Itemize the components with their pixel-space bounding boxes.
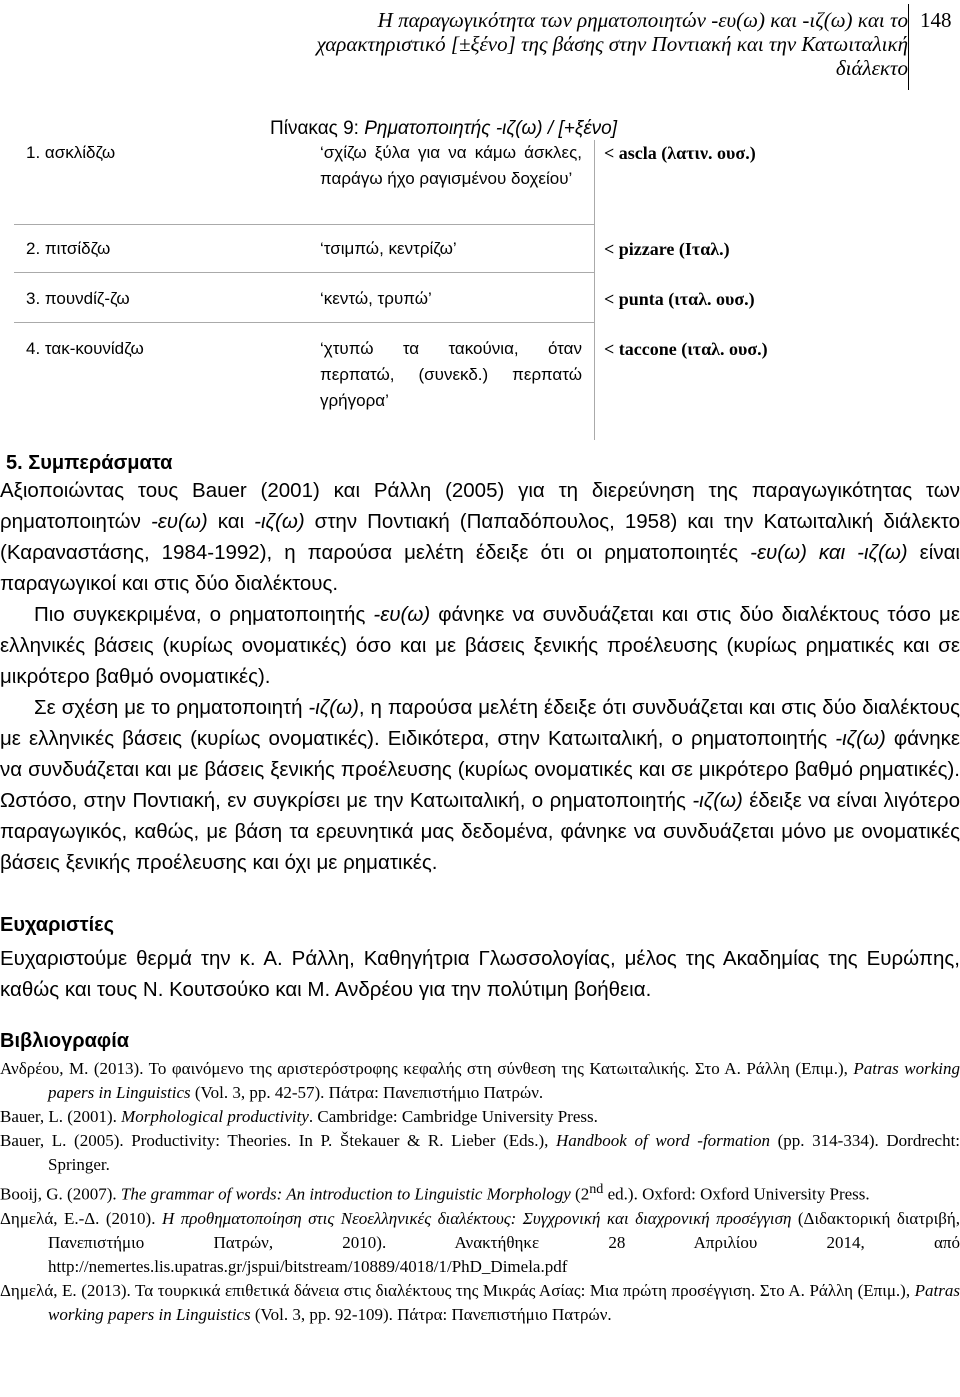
table-divider (14, 272, 594, 273)
bibliography-section (0, 1030, 960, 1327)
gloss-cell: ‘κεντώ, τρυπώ’ (320, 289, 432, 308)
reference-item: Bauer, L. (2001). Morphological productivity. Cambridge: Cambridge University Press. (0, 1107, 598, 1126)
reference-item: Δημελά, Ε. (2013). Τα τουρκικά επιθετικά δάνεια στις διαλέκτους της Μικράς Ασίας: Μια πρώτη προσέγγιση. Στο Α. Ράλλη (Επιμ.), Patras working papers in Linguistics (Vol. 3, pp. 92-109). Πάτρα: Πανεπιστήμιο Πατρών. (0, 1280, 960, 1324)
section-heading: 5. Συμπεράσματα (6, 452, 173, 474)
thanks-section (0, 914, 960, 1005)
paragraph: Πιο συγκεκριμένα, ο ρηματοποιητής -ευ(ω) φάνηκε να συνδυάζεται και στις δύο διαλέκτους τόσο με ελληνικές βάσεις (κυρίως ονοματικές) όσο και με βάσεις ξενικής προέλευσης (κυρίως ρηματικές και σε μικρότερο βαθμό ονοματικές). (0, 603, 960, 688)
table-divider (14, 224, 594, 225)
verb-cell: 3. πουνdίζ-ζω (26, 289, 130, 308)
verb-cell: 1. ασκλίδζω (26, 143, 116, 162)
page-number: 148 (920, 8, 952, 32)
paragraph: Αξιοποιώντας τους Bauer (2001) και Ράλλη (2005) για τη διερεύνηση της παραγωγικότητας των ρηματοποιητών -ευ(ω) και -ιζ(ω) στην Ποντιακή (Παπαδόπουλος, 1958) και την Κατωιταλική διάλεκτο (Καραναστάσης, 1984-1992), η παρούσα μελέτη έδειξε ότι οι ρηματοποιητές -ευ(ω) και -ιζ(ω) είναι παραγωγικοί και στις δύο διαλέκτους. (0, 479, 960, 595)
gloss-cell: ‘σχίζω ξύλα για να κάμω άσκλες, παράγω ήχο ραγισμένου δοχείου’ (320, 143, 582, 188)
header-divider (908, 4, 909, 90)
section-heading: Ευχαριστίες (0, 914, 115, 936)
paragraph: Ευχαριστούμε θερμά την κ. Α. Ράλλη, Καθηγήτρια Γλωσσολογίας, μέλος της Ακαδημίας της Ευρώπης, καθώς και τους Ν. Κουτσούκο και Μ. Ανδρέου για την πολύτιμη βοήθεια. (0, 947, 960, 1001)
gloss-cell: ‘τσιμπώ, κεντρίζω’ (320, 239, 457, 258)
reference-item: Ανδρέου, Μ. (2013). Το φαινόμενο της αριστερόστροφης κεφαλής στη σύνθεση της Κατωιταλικής. Στο Α. Ράλλη (Επιμ.), Patras working papers in Linguistics (Vol. 3, pp. 42-57). Πάτρα: Πανεπιστήμιο Πατρών. (0, 1059, 960, 1102)
origin-cell: < taccone (ιταλ. ουσ.) (604, 339, 768, 359)
section-heading: Βιβλιογραφία (0, 1030, 130, 1052)
table-caption: Πίνακας 9: Ρηματοποιητής -ιζ(ω) / [+ξένο] (270, 118, 618, 139)
origin-cell: < punta (ιταλ. ουσ.) (604, 289, 755, 309)
table-column-rule (594, 140, 595, 440)
paragraph: Σε σχέση με το ρηματοποιητή -ιζ(ω), η παρούσα μελέτη έδειξε ότι συνδυάζεται και στις δύο διαλέκτους με ελληνικές βάσεις (κυρίως ονοματικές). Ειδικότερα, στην Κατωιταλική, ο ρηματοποιητής -ιζ(ω) φάνηκε να συνδυάζεται και με βάσεις ξενικής προέλευσης (κυρίως ονοματικές και σε μικρότερο βαθμό ρηματικές). Ωστόσο, στην Ποντιακή, εν συγκρίσει με την Κατωιταλική, ο ρηματοποιητής -ιζ(ω) έδειξε να είναι λιγότερο παραγωγικός, καθώς, με βάση τα ερευνητικά μας δεδομένα, φάνηκε να συνδυάζεται μόνο με ονοματικές βάσεις ξενικής προέλευσης και όχι με ρηματικές. (0, 696, 960, 874)
reference-item: Booij, G. (2007). The grammar of words: An introduction to Linguistic Morphology (2nd ed.). Oxford: Oxford University Press. (0, 1181, 870, 1204)
verb-cell: 4. τακ-κουνίdζω (26, 339, 144, 358)
running-header (120, 8, 908, 80)
header-line-3: διάλεκτο (835, 56, 908, 80)
reference-item: Bauer, L. (2005). Productivity: Theories. In P. Štekauer & R. Lieber (Eds.), Handbook of word -formation (pp. 314-334). Dordrecht: Springer. (0, 1131, 960, 1174)
origin-cell: < ascla (λατιν. ουσ.) (604, 143, 756, 163)
header-line-1: Η παραγωγικότητα των ρηματοποιητών -ευ(ω) και -ιζ(ω) και το (377, 8, 908, 32)
reference-item: Δημελά, Ε.-Δ. (2010). Η προθηματοποίηση στις Νεοελληνικές διαλέκτους: Συγχρονική και διαχρονική προσέγγιση (Διδακτορική διατριβή, Πανεπιστήμιο Πατρών, 2010). Ανακτήθηκε 28 Απριλίου 2014, από http://nemertes.lis.upatras.gr/jspui/bitstream/10889/4018/1/PhD_Dimela.pdf (0, 1208, 960, 1276)
origin-cell: < pizzare (Ιταλ.) (604, 239, 730, 259)
table-divider (14, 322, 594, 323)
conclusions-section (0, 452, 960, 878)
header-line-2: χαρακτηριστικό [±ξένο] της βάσης στην Ποντιακή και την Κατωιταλική (316, 32, 908, 56)
verb-cell: 2. πιτσίδζω (26, 239, 111, 258)
gloss-cell: ‘χτυπώ τα τακούνια, όταν περπατώ, (συνεκδ.) περπατώ γρήγορα’ (320, 339, 582, 410)
